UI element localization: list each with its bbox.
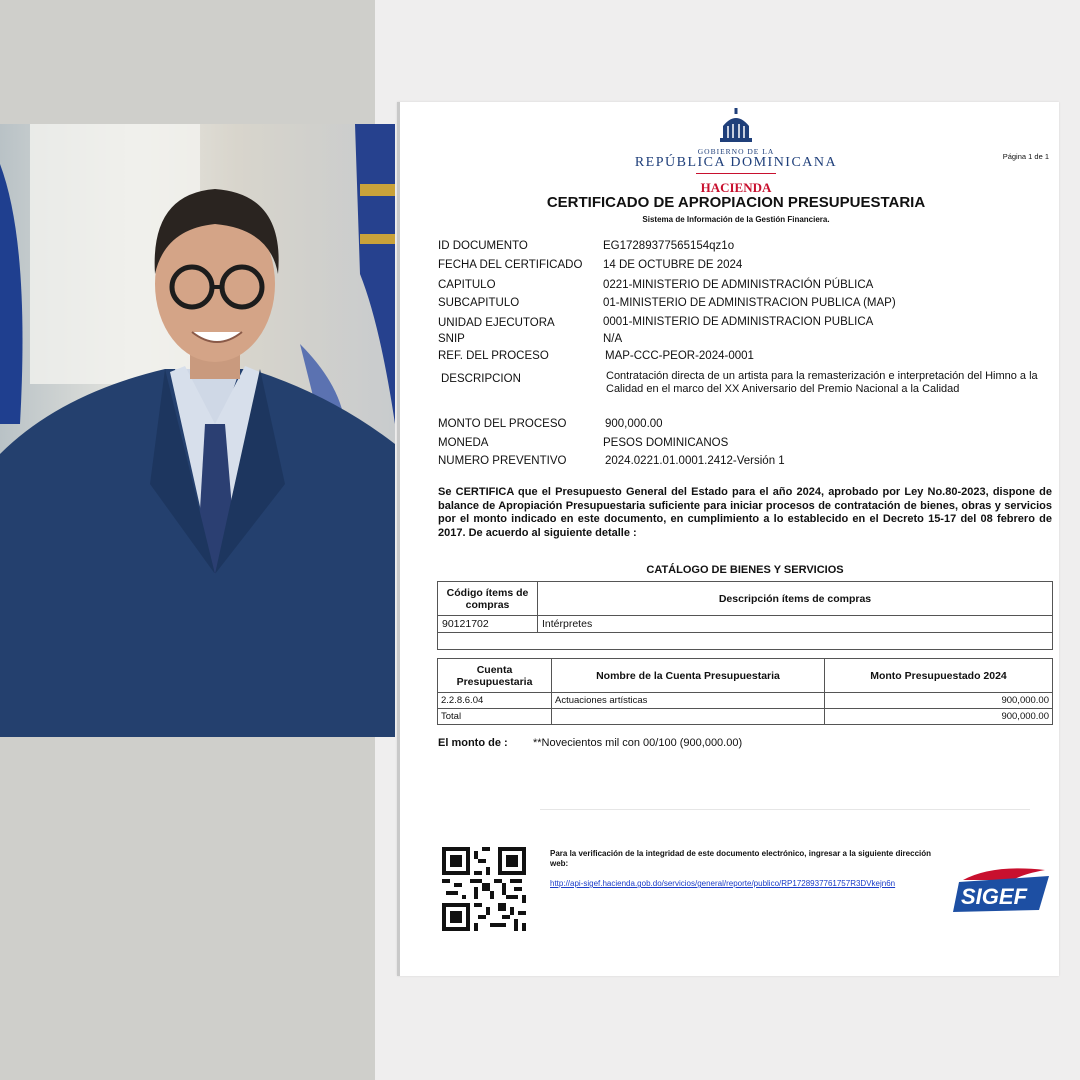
table-total-row	[438, 709, 1053, 725]
field-value-id: EG17289377565154qz1o	[603, 240, 735, 252]
field-label-subcapitulo: SUBCAPITULO	[438, 297, 520, 309]
field-value-subcapitulo: 01-MINISTERIO DE ADMINISTRACION PUBLICA (MAP)	[603, 297, 896, 309]
page-subtitle: Sistema de Información de la Gestión Financiera.	[642, 215, 830, 224]
government-label: GOBIERNO DE LA	[697, 147, 775, 156]
total-label: Total	[438, 709, 552, 725]
table-row	[438, 693, 1053, 709]
sigef-logo-icon	[953, 862, 1053, 918]
hacienda-label: HACIENDA	[700, 180, 772, 195]
table-cell: 90121702	[438, 616, 538, 633]
field-value-capitulo: 0221-MINISTERIO DE ADMINISTRACIÓN PÚBLICA	[603, 279, 874, 291]
table-cell: Intérpretes	[538, 616, 1053, 633]
column-header: Cuenta Presupuestaria	[438, 659, 552, 693]
field-label-monto: MONTO DEL PROCESO	[438, 418, 567, 430]
field-label-ref: REF. DEL PROCESO	[438, 350, 549, 362]
sigef-logo-text: SIGEF	[961, 884, 1028, 909]
field-value-ref: MAP-CCC-PEOR-2024-0001	[605, 350, 754, 362]
page-number: Página 1 de 1	[1002, 152, 1049, 161]
field-label-descripcion: DESCRIPCION	[441, 373, 521, 385]
table-header-row	[438, 659, 1053, 693]
budget-table	[437, 658, 1053, 725]
budget-certificate-document	[397, 102, 1059, 976]
field-value-monto: 900,000.00	[605, 418, 663, 430]
certification-paragraph: Se CERTIFICA que el Presupuesto General del Estado para el año 2024, aprobado por Ley No.80-2023, dispone de balance de Apropiación Presupuestaria suficiente para iniciar procesos de contratación de bienes, obras y servicios por el monto indicado en este documento, en cumplimiento a lo establecido en el Decreto 15-17 del 08 febrero de 2017. De acuerdo al siguiente detalle :	[438, 486, 1052, 539]
column-header: Código ítems de compras	[438, 582, 538, 616]
field-label-preventivo: NUMERO PREVENTIVO	[438, 455, 567, 467]
header-divider	[696, 173, 776, 174]
field-label-unidad: UNIDAD EJECUTORA	[438, 317, 555, 329]
field-label-moneda: MONEDA	[438, 437, 489, 449]
catalog-title: CATÁLOGO DE BIENES Y SERVICIOS	[646, 564, 844, 576]
column-header: Descripción ítems de compras	[538, 582, 1053, 616]
field-value-moneda: PESOS DOMINICANOS	[603, 437, 729, 449]
table-cell-empty	[438, 633, 1053, 650]
total-value: 900,000.00	[825, 709, 1053, 725]
field-value-date: 14 DE OCTUBRE DE 2024	[603, 259, 743, 271]
qr-code-icon[interactable]	[442, 847, 526, 931]
field-value-snip: N/A	[603, 333, 623, 345]
divider	[540, 809, 1030, 810]
government-dome-logo-icon	[716, 104, 756, 144]
verification-instructions: Para la verificación de la integridad de este documento electrónico, ingresar a la siguiente dirección web:	[550, 849, 932, 868]
column-header: Nombre de la Cuenta Presupuestaria	[552, 659, 825, 693]
person-portrait-photo	[0, 124, 395, 737]
column-header: Monto Presupuestado 2024	[825, 659, 1053, 693]
items-table	[437, 581, 1053, 650]
table-header-row	[438, 582, 1053, 616]
field-label-capitulo: CAPITULO	[438, 279, 496, 291]
amount-label: El monto de :	[438, 737, 508, 749]
table-cell: 2.2.8.6.04	[438, 693, 552, 709]
amount-in-words: **Novecientos mil con 00/100 (900,000.00)	[533, 737, 743, 749]
field-value-unidad: 0001-MINISTERIO DE ADMINISTRACION PUBLICA	[603, 316, 874, 328]
verification-link[interactable]: http://api-sigef.hacienda.gob.do/servicios/general/reporte/publico/RP1728937761757R3DVkejn6n	[550, 879, 896, 888]
field-label-snip: SNIP	[438, 333, 465, 345]
table-row-empty	[438, 633, 1053, 650]
field-value-descripcion: Contratación directa de un artista para la remasterización e interpretación del Himno a la Calidad en el marco del XX Aniversario del Premio Nacional a la Calidad	[606, 370, 1038, 395]
field-label-id: ID DOCUMENTO	[438, 240, 528, 252]
table-row	[438, 616, 1053, 633]
field-label-date: FECHA DEL CERTIFICADO	[438, 259, 583, 271]
page-title: CERTIFICADO DE APROPIACION PRESUPUESTARIA	[546, 194, 926, 211]
field-value-preventivo: 2024.0221.01.0001.2412-Versión 1	[605, 455, 785, 467]
table-cell: Actuaciones artísticas	[552, 693, 825, 709]
republic-name: REPÚBLICA DOMINICANA	[634, 155, 838, 170]
table-cell-empty	[552, 709, 825, 725]
person-portrait-icon	[0, 124, 395, 737]
table-cell: 900,000.00	[825, 693, 1053, 709]
